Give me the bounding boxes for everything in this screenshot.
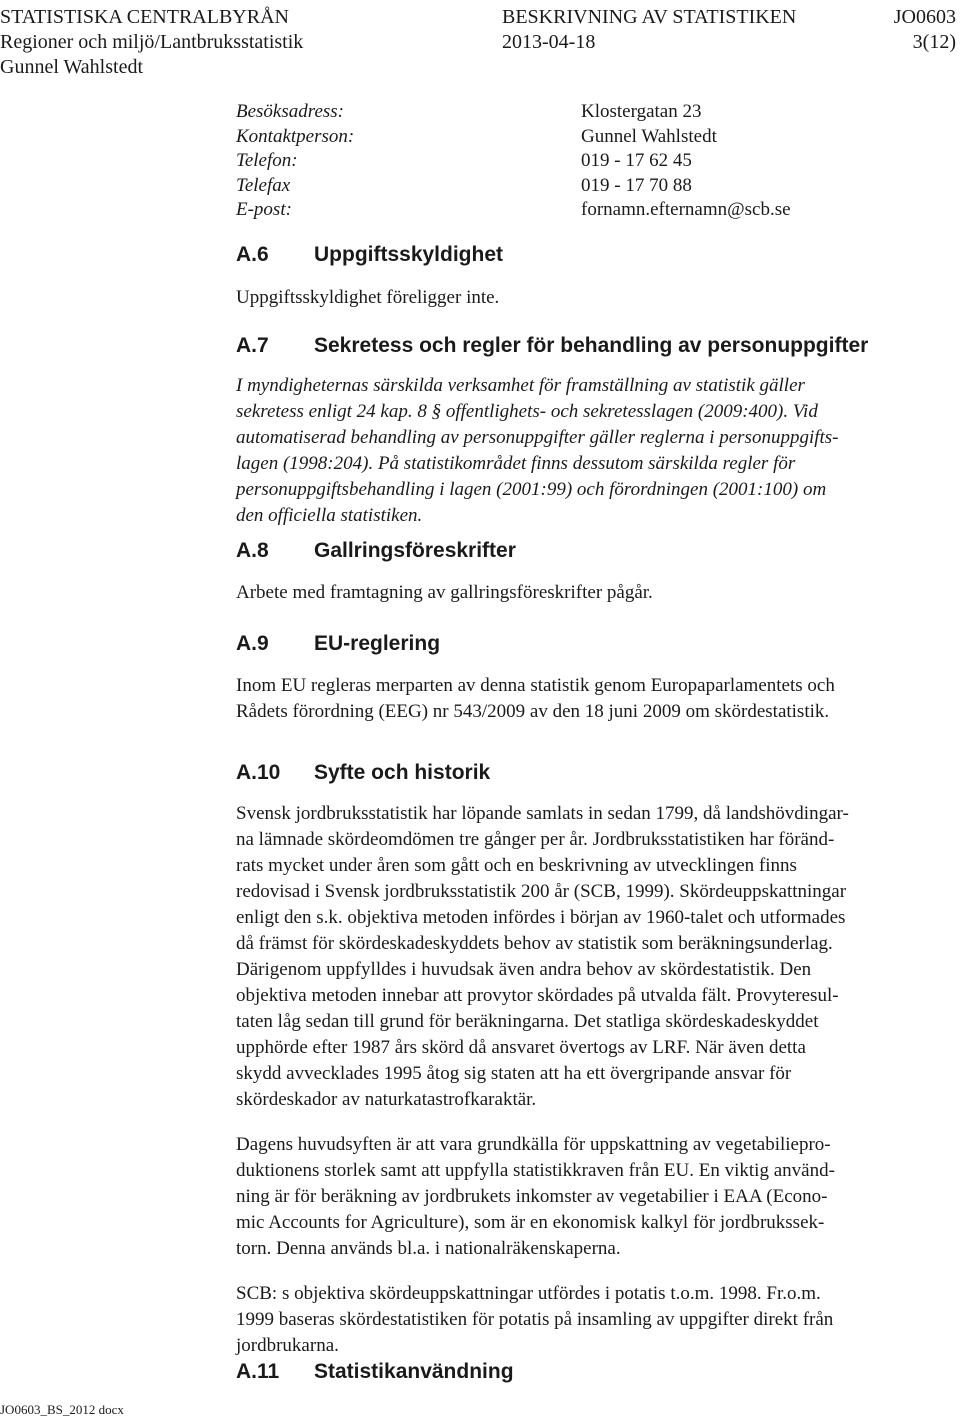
section-title: Sekretess och regler för behandling av personuppgifter: [314, 334, 869, 357]
text-line: jordbrukarna.: [236, 1335, 339, 1356]
header-doc-id: JO0603: [893, 6, 956, 28]
text-line: personuppgiftsbehandling i lagen (2001:99) och förordningen (2001:100) om: [236, 479, 827, 500]
contact-row-fax: [236, 174, 836, 199]
section-number: A.9: [236, 632, 269, 655]
text-line: redovisad i Svensk jordbruksstatistik 200 år (SCB, 1999). Skördeuppskattningar: [236, 881, 847, 902]
text-line: då främst för skördeskadeskyddets behov av statistik som beräkningsunderlag.: [236, 933, 833, 954]
header-doc-type: BESKRIVNING AV STATISTIKEN: [502, 6, 797, 28]
section-a8-body: Arbete med framtagning av gallringsföreskrifter pågår.: [236, 582, 653, 603]
header-date: 2013-04-18: [502, 31, 596, 53]
header-page: 3(12): [912, 31, 956, 53]
header-row-2: [0, 29, 960, 55]
text-line: rats mycket under åren som gått och en beskrivning av utvecklingen finns: [236, 855, 797, 876]
text-line: enligt den s.k. objektiva metoden infördes i början av 1960-talet och utformades: [236, 907, 846, 928]
section-a6-body: Uppgiftsskyldighet föreligger inte.: [236, 287, 500, 308]
section-title: Uppgiftsskyldighet: [314, 243, 504, 266]
section-title: EU-reglering: [314, 632, 441, 655]
text-line: SCB: s objektiva skördeuppskattningar utfördes i potatis t.o.m. 1998. Fr.o.m.: [236, 1283, 821, 1304]
text-line: Svensk jordbruksstatistik har löpande samlats in sedan 1799, då landshövdingar-: [236, 803, 849, 824]
text-line: skördeskador av naturkatastrofkaraktär.: [236, 1089, 537, 1110]
text-line: den officiella statistiken.: [236, 505, 423, 526]
contact-label: Telefax: [236, 174, 291, 196]
section-a10-paragraph-2: [236, 1132, 936, 1262]
contact-row-person: [236, 125, 836, 150]
contact-value: 019 - 17 62 45: [581, 150, 692, 171]
section-number: A.6: [236, 243, 269, 266]
contact-label: Kontaktperson:: [236, 125, 355, 147]
section-title: Gallringsföreskrifter: [314, 539, 516, 562]
header-department: Regioner och miljö/Lantbruksstatistik: [0, 31, 304, 53]
section-a10-paragraph-1: [236, 801, 936, 1113]
section-number: A.8: [236, 539, 269, 562]
header-author: Gunnel Wahlstedt: [0, 56, 143, 78]
contact-block: [236, 100, 836, 223]
section-a9-body: [236, 673, 936, 725]
text-line: Därigenom uppfylldes i huvudsak även andra behov av skördestatistik. Den: [236, 959, 812, 980]
contact-value: 019 - 17 70 88: [581, 174, 692, 196]
contact-label: E-post:: [236, 199, 292, 220]
contact-label: Besöksadress:: [236, 101, 344, 122]
text-line: taten låg sedan till grund för beräkningarna. Det statliga skördeskadeskyddet: [236, 1011, 819, 1032]
section-number: A.11: [236, 1360, 280, 1383]
contact-row-visit: [236, 100, 836, 125]
section-number: A.10: [236, 761, 281, 784]
contact-label: Telefon:: [236, 150, 298, 171]
text-line: mic Accounts for Agriculture), som är en ekonomisk kalkyl för jordbrukssek-: [236, 1212, 825, 1233]
contact-value: Gunnel Wahlstedt: [581, 125, 717, 147]
contact-value: Klostergatan 23: [581, 101, 702, 122]
section-title: Statistikanvändning: [314, 1360, 514, 1383]
footer-filename: JO0603_BS_2012 docx: [0, 1402, 124, 1417]
text-line: automatiserad behandling av personuppgifter gäller reglerna i personuppgifts-: [236, 427, 839, 448]
text-line: torn. Denna används bl.a. i nationalräkenskaperna.: [236, 1238, 621, 1259]
text-line: Inom EU regleras merparten av denna statistik genom Europaparlamentets och: [236, 675, 835, 696]
text-line: duktionens storlek samt att uppfylla statistikkraven från EU. En viktig använd-: [236, 1160, 835, 1181]
text-line: 1999 baseras skördestatistiken för potatis på insamling av uppgifter direkt från: [236, 1309, 834, 1330]
header-org: STATISTISKA CENTRALBYRÅN: [0, 6, 289, 28]
section-a7-body: [236, 373, 936, 529]
header-row-3: [0, 54, 960, 80]
text-line: Rådets förordning (EEG) nr 543/2009 av den 18 juni 2009 om skördestatistik.: [236, 701, 830, 722]
text-line: sekretess enligt 24 kap. 8 § offentlighets- och sekretesslagen (2009:400). Vid: [236, 401, 818, 422]
contact-row-email: [236, 198, 836, 223]
section-number: A.7: [236, 334, 269, 357]
section-title: Syfte och historik: [314, 761, 491, 784]
text-line: Dagens huvudsyften är att vara grundkälla för uppskattning av vegetabiliepro-: [236, 1134, 831, 1155]
text-line: objektiva metoden innebar att provytor skördades på utvalda fält. Provyteresul-: [236, 985, 839, 1006]
contact-row-phone: [236, 149, 836, 174]
section-a10-paragraph-3: [236, 1281, 936, 1359]
header-row-1: [0, 4, 960, 30]
text-line: upphörde efter 1987 års skörd då ansvaret övertogs av LRF. När även detta: [236, 1037, 806, 1058]
text-line: I myndigheternas särskilda verksamhet för framställning av statistik gäller: [236, 375, 805, 396]
text-line: skydd avvecklades 1995 åtog sig staten att ha ett övergripande ansvar för: [236, 1063, 792, 1084]
text-line: lagen (1998:204). På statistikområdet finns dessutom särskilda regler för: [236, 453, 796, 474]
text-line: na lämnade skördeomdömen tre gånger per år. Jordbruksstatistiken har föränd-: [236, 829, 835, 850]
contact-email-link[interactable]: fornamn.efternamn@scb.se: [581, 199, 791, 220]
text-line: ning är för beräkning av jordbrukets inkomster av vegetabilier i EAA (Econo-: [236, 1186, 828, 1207]
